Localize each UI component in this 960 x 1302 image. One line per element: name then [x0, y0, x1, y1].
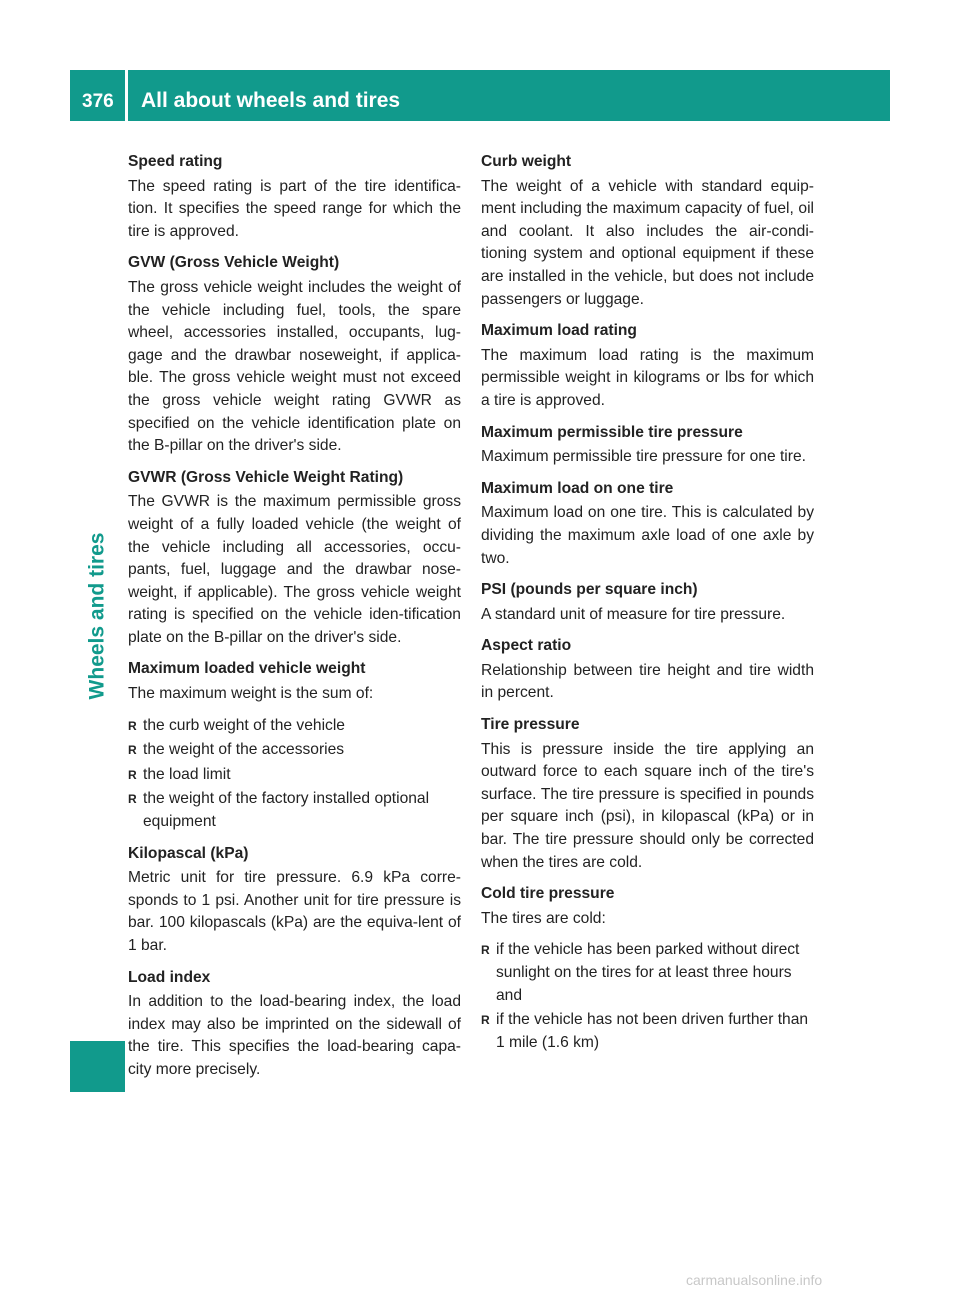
bullet-item: [481, 939, 814, 1007]
section-text: The GVWR is the maximum permissible gross weight of a fully loaded vehicle (the weight of the vehicle including all accessories, occu-pants, fuel, luggage and the drawbar nose-weight, if applicable). The gross vehicle weight rating is specified on the vehicle iden-tification plate on the B-pillar on the driver's side.: [128, 493, 461, 646]
section-heading: Maximum loaded vehicle weight: [128, 660, 366, 678]
bullet-icon: R: [128, 718, 137, 733]
side-tab: [70, 486, 125, 746]
section-text: The tires are cold:: [481, 909, 606, 927]
section-heading: Kilopascal (kPa): [128, 844, 249, 862]
bullet-text: if the vehicle has been parked without direct sunlight on the tires for at least three hours and: [496, 941, 800, 1004]
bullet-text: if the vehicle has not been driven further than 1 mile (1.6 km): [496, 1011, 809, 1051]
section-text: Relationship between tire height and tire width in percent.: [481, 661, 814, 702]
bullet-text: the weight of the factory installed optional equipment: [143, 790, 430, 831]
section-heading: Aspect ratio: [481, 637, 572, 655]
watermark: carmanualsonline.info: [686, 1272, 823, 1288]
bullet-item: [128, 739, 461, 762]
bullet-icon: R: [128, 792, 137, 807]
bullet-icon: R: [128, 743, 137, 758]
section-text: The maximum weight is the sum of:: [128, 685, 374, 703]
section-heading: Maximum load on one tire: [481, 479, 674, 497]
right-column: [481, 151, 814, 1063]
section-heading: Cold tire pressure: [481, 885, 615, 903]
section-text: The weight of a vehicle with standard equip-ment including the maximum capacity of fuel, oil and coolant. It also includes the air-condi-tioning system and optional equipment if these are installed in the vehicle, but does not include passengers or luggage.: [481, 177, 814, 308]
section-text: Maximum load on one tire. This is calculated by dividing the maximum axle load of one axle by two.: [481, 504, 814, 567]
section-heading: PSI (pounds per square inch): [481, 581, 698, 599]
section-heading: Tire pressure: [481, 716, 580, 734]
side-tab-label: Wheels and tires: [85, 532, 109, 700]
section-heading: Maximum permissible tire pressure: [481, 423, 743, 441]
bullet-item: [128, 764, 461, 787]
section-text: Metric unit for tire pressure. 6.9 kPa corre-sponds to 1 psi. Another unit for tire pressure is bar. 100 kilopascals (kPa) are the equiva-lent of 1 bar.: [128, 869, 461, 954]
bullet-icon: R: [128, 767, 137, 782]
page-title: All about wheels and tires: [141, 89, 401, 112]
bullet-list: [481, 939, 814, 1054]
section-heading: Load index: [128, 968, 211, 986]
bullet-text: the weight of the accessories: [143, 741, 345, 759]
section-text: Maximum permissible tire pressure for one tire.: [481, 448, 806, 466]
bullet-item: [481, 1009, 814, 1054]
bullet-icon: R: [481, 1013, 490, 1028]
section-heading: Maximum load rating: [481, 322, 637, 340]
left-column: [128, 151, 461, 1091]
section-heading: Curb weight: [481, 153, 572, 170]
section-heading: GVWR (Gross Vehicle Weight Rating): [128, 468, 404, 486]
section-text: A standard unit of measure for tire pressure.: [481, 605, 786, 623]
bullet-text: the curb weight of the vehicle: [143, 716, 345, 734]
bullet-icon: R: [481, 943, 490, 958]
section-text: The speed rating is part of the tire identifica-tion. It specifies the speed range for which the tire is approved.: [128, 177, 461, 240]
side-tab-block: [70, 1041, 125, 1092]
section-text: In addition to the load-bearing index, the load index may also be imprinted on the sidewall of the tire. This specifies the load-bearing capa-city more precisely.: [128, 993, 461, 1078]
bullet-item: [128, 715, 461, 738]
bullet-list: [128, 715, 461, 834]
section-text: The gross vehicle weight includes the weight of the vehicle including fuel, tools, the spare wheel, accessories installed, occupants, lug-gage and the drawbar noseweight, if applica-ble. The gross vehicle weight must not exceed the gross vehicle weight rating GVWR as specified on the vehicle identification plate on the B-pillar on the driver's side.: [128, 278, 461, 455]
section-heading: Speed rating: [128, 153, 223, 170]
bullet-item: [128, 788, 461, 833]
bullet-text: the load limit: [143, 765, 231, 783]
section-heading: GVW (Gross Vehicle Weight): [128, 254, 340, 272]
page-number: 376: [82, 91, 114, 112]
section-text: The maximum load rating is the maximum permissible weight in kilograms or lbs for which a tire is approved.: [481, 346, 814, 409]
section-text: This is pressure inside the tire applying an outward force to each square inch of the tire's surface. The tire pressure is specified in pounds per square inch (psi), in kilopascal (kPa) or in bar. The tire pressure should only be corrected when the tires are cold.: [481, 740, 814, 871]
